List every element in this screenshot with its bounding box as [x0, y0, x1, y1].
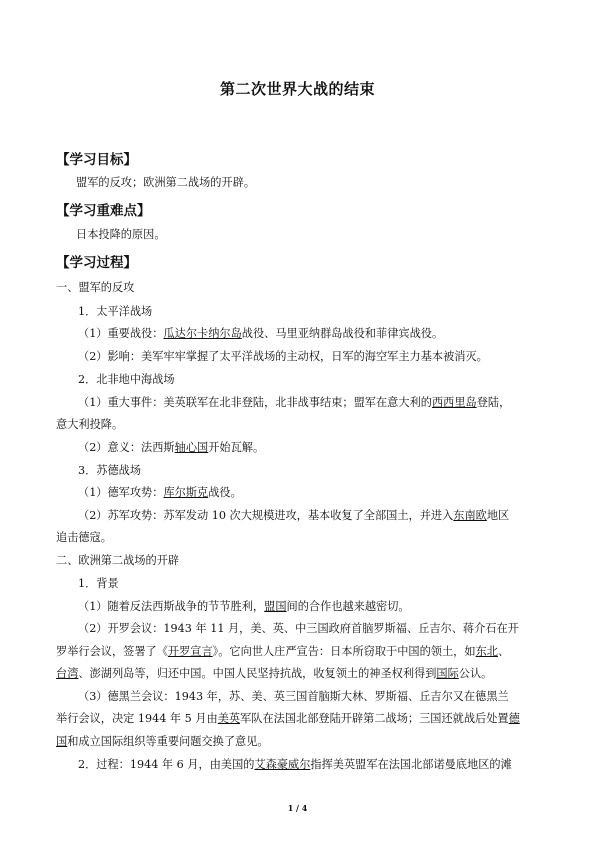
underlined-term: 库尔斯克 [163, 486, 209, 499]
text-run: 和成立国际组织等重要问题交换了意见。 [67, 735, 269, 748]
underlined-term: 盟国 [264, 600, 287, 613]
underlined-term: 美英 [217, 712, 241, 725]
body-line [78, 758, 512, 772]
text-run: （1）德军攻势： [78, 486, 164, 499]
underlined-term: 国 [56, 735, 68, 748]
body-line [56, 735, 269, 749]
underlined-term: 瓜达尔卡纳尔岛 [163, 327, 242, 340]
underlined-term: 德 [508, 712, 520, 725]
body-line: 意大利投降。 [56, 418, 124, 431]
text-run: 军队在法国北部登陆开辟第二战场；三国还就战后处置 [240, 712, 509, 725]
goal-heading: 【学习目标】 [56, 152, 137, 168]
body-line [78, 509, 509, 523]
text-run: 指挥美英盟军在法国北部诺曼底地区的滩 [310, 758, 512, 771]
text-run: 举行会议，决定 1944 年 5 月由 [56, 712, 218, 725]
text-run: 战役。 [208, 486, 242, 499]
underlined-term: 艾森豪威尔 [254, 758, 311, 771]
text-run: 间的合作也越来越密切。 [286, 600, 410, 613]
text-run: 战役、马里亚纳群岛战役和菲律宾战役。 [241, 327, 444, 340]
underlined-term: 西西里岛 [431, 396, 477, 409]
text-run: 》。它向世人庄严宣告：日本所窃取于中国的领土，如 [212, 645, 476, 658]
body-line: （2）开罗会议：1943 年 11 月，美、英、中三国政府首脑罗斯福、丘吉尔、蒋介石在开 [78, 622, 519, 635]
sub-heading-soviet-german: 3．苏德战场 [78, 464, 142, 477]
underlined-term: 国际 [436, 667, 459, 680]
body-line [78, 327, 443, 341]
text-run: 公认。 [458, 667, 493, 680]
underlined-term: 台湾 [56, 667, 79, 680]
underlined-term: 东南欧 [453, 509, 487, 522]
body-line: （2）影响：美军牢牢掌握了太平洋战场的主动权，日军的海空军主力基本被消灭。 [78, 350, 488, 363]
page-number: 1 / 4 [287, 803, 308, 813]
text-run: （1）随着反法西斯战争的节节胜利， [78, 600, 265, 613]
page-title: 第二次世界大战的结束 [219, 80, 375, 98]
body-line [78, 486, 242, 500]
body-line: 追击德寇。 [56, 531, 112, 544]
body-line [56, 667, 492, 681]
underlined-term: 开罗宣言 [167, 645, 213, 658]
body-line [78, 600, 410, 614]
text-run: （2）苏军攻势：苏军发动 10 次大规模进攻，基本收复了全部国土，并进入 [78, 509, 454, 522]
text-run: 、澎湖列岛等，归还中国。中国人民坚持抗战，收复领土的神圣权利得到 [78, 667, 437, 680]
text-run: （1）重大事件：美英联军在北非登陆，北非战事结束；盟军在意大利的 [78, 396, 432, 409]
text-run: 开始瓦解。 [208, 441, 265, 454]
process-heading: 【学习过程】 [56, 255, 137, 271]
sub-heading-background: 1．背景 [78, 577, 119, 590]
text-run: （1）重要战役： [78, 327, 164, 340]
section-heading-1: 一、盟军的反攻 [56, 281, 135, 294]
text-run: 登陆， [476, 396, 511, 409]
goal-text: 盟军的反攻；欧洲第二战场的开辟。 [76, 176, 256, 189]
body-line [56, 645, 509, 659]
key-text: 日本投降的原因。 [76, 228, 166, 241]
body-line [78, 396, 510, 410]
section-heading-2: 二、欧洲第二战场的开辟 [56, 554, 180, 567]
sub-heading-north-africa: 2．北非地中海战场 [78, 373, 175, 386]
body-line: （3）德黑兰会议：1943 年，苏、美、英三国首脑斯大林、罗斯福、丘吉尔又在德黑兰 [78, 690, 509, 703]
sub-heading-pacific: 1．太平洋战场 [78, 305, 153, 318]
text-run: 地区 [486, 509, 510, 522]
text-run: 2．过程：1944 年 6 月，由美国的 [78, 758, 255, 771]
underlined-term: 轴心国 [174, 441, 209, 454]
key-heading: 【学习重难点】 [56, 203, 151, 219]
text-run: 、 [497, 645, 510, 658]
text-run: 罗举行会议，签署了《 [56, 645, 168, 658]
underlined-term: 东北 [475, 645, 498, 658]
text-run: （2）意义：法西斯 [78, 441, 175, 454]
body-line [78, 441, 264, 455]
body-line [56, 712, 520, 726]
